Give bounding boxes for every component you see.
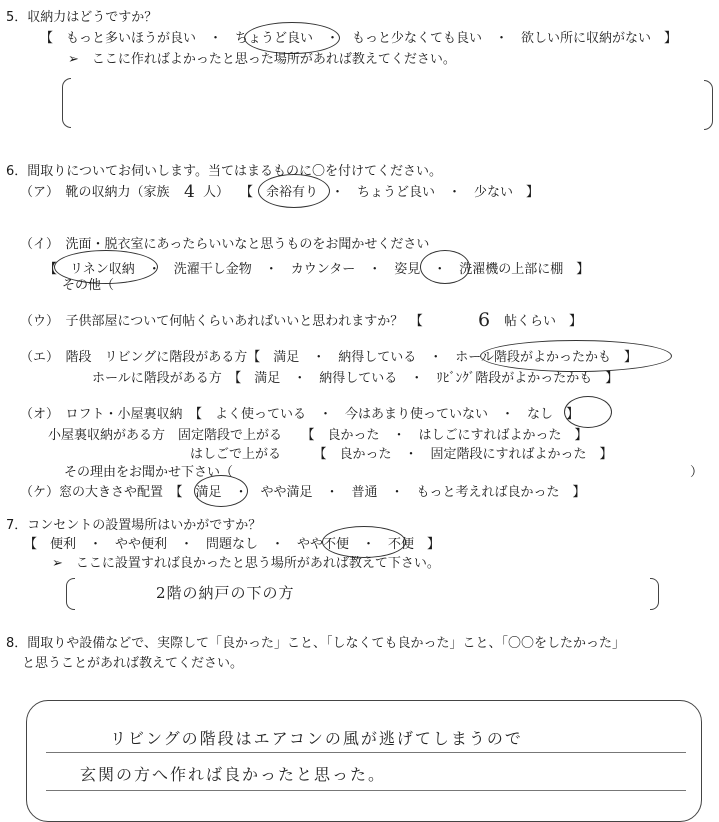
q5-prompt: ➢ ここに作ればよかったと思った場所があれば教えてください。: [68, 52, 456, 67]
q8-answer-rule-1: [46, 752, 686, 753]
q6i-selected-circle-2: [420, 250, 470, 284]
q8-line1: 8．間取りや設備などで、実際して「良かった」こと、「しなくても良かった」こと、「〇〇をしたかった」: [6, 636, 626, 651]
q8-handwritten-answer-line1: リビングの階段はエアコンの風が逃げてしまうので: [110, 729, 523, 748]
q6a-family-count: 4: [184, 182, 196, 202]
q6a-selected-circle: [258, 174, 330, 208]
q7-selected-circle: [322, 526, 406, 558]
q6a-label-end: 人）: [203, 185, 230, 200]
q6i-label: （イ） 洗面・脱衣室にあったらいいなと思うものをお聞かせください: [20, 237, 430, 252]
q5-options: 【 もっと多いほうが良い ・ ちょうど良い ・ もっと少なくても良い ・ 欲しい所に収納がない 】: [40, 31, 678, 46]
q6e-line1: （エ） 階段 リビングに階段がある方【 満足 ・ 納得している ・ ホール階段がよかったかも 】: [20, 350, 637, 365]
q7-answer-bracket-right: [650, 578, 659, 610]
q5-selected-circle: [244, 22, 340, 54]
q7-options: 【 便利 ・ やや便利 ・ 問題なし ・ やや不便 ・ 不便 】: [24, 537, 441, 552]
q5-answer-bracket-left: [62, 78, 71, 128]
q7-title: 7．コンセントの設置場所はいかがですか？: [6, 518, 262, 533]
q6e-line2: ホールに階段がある方 【 満足 ・ 納得している ・ ﾘﾋﾞﾝｸﾞ階段がよかったかも 】: [92, 371, 619, 386]
q8-handwritten-answer-line2: 玄関の方へ作れば良かったと思った。: [80, 765, 387, 784]
q7-handwritten-answer: 2階の納戸の下の方: [156, 584, 295, 602]
q6-title: 6．間取りについてお伺いします。当てはまるものに〇を付けてください。: [6, 164, 442, 179]
q6a-options: 【 余裕有り ・ ちょうど良い ・ 少ない 】: [240, 185, 540, 200]
q7-answer-bracket-left: [66, 578, 75, 610]
q6o-reason-close: ）: [690, 465, 704, 480]
q6ke-line: （ケ）窓の大きさや配置 【 満足 ・ やや満足 ・ 普通 ・ もっと考えれば良かった 】: [20, 485, 586, 500]
q5-answer-bracket-right: [704, 80, 713, 130]
q6u-answer: 6: [478, 309, 492, 331]
q8-answer-rule-2: [46, 790, 686, 791]
q8-answer-box: [26, 700, 702, 822]
q6i-options: 【 リネン収納 ・ 洗濯干し金物 ・ カウンター ・ 姿見 ・ 洗濯機の上部に棚 】: [44, 262, 590, 277]
q6o-line1: （オ） ロフト・小屋裏収納 【 よく使っている ・ 今はあまり使っていない ・ なし 】: [20, 407, 580, 422]
q6o-line3: はしごで上がる 【 良かった ・ 固定階段にすればよかった 】: [190, 447, 613, 462]
q6u-unit: 帖くらい 】: [504, 314, 583, 329]
q6u-label: （ウ） 子供部屋について何帖くらいあればいいと思われますか？ 【: [20, 314, 423, 329]
q6ke-selected-circle: [194, 475, 248, 507]
q6o-line2: 小屋裏収納がある方 固定階段で上がる 【 良かった ・ はしごにすればよかった 】: [48, 428, 588, 443]
q5-title: 5．収納力はどうですか？: [6, 10, 158, 25]
q8-line2: と思うことがあれば教えてください。: [22, 656, 244, 671]
q6e-selected-circle: [480, 340, 672, 372]
q6i-other: その他（: [62, 278, 115, 293]
q6o-selected-circle: [564, 396, 612, 428]
q6a-label: （ア） 靴の収納力（家族: [20, 185, 170, 200]
q7-prompt: ➢ ここに設置すれば良かったと思う場所があれば教えて下さい。: [52, 556, 440, 571]
q6o-reason: その理由をお聞かせ下さい（: [64, 465, 234, 480]
